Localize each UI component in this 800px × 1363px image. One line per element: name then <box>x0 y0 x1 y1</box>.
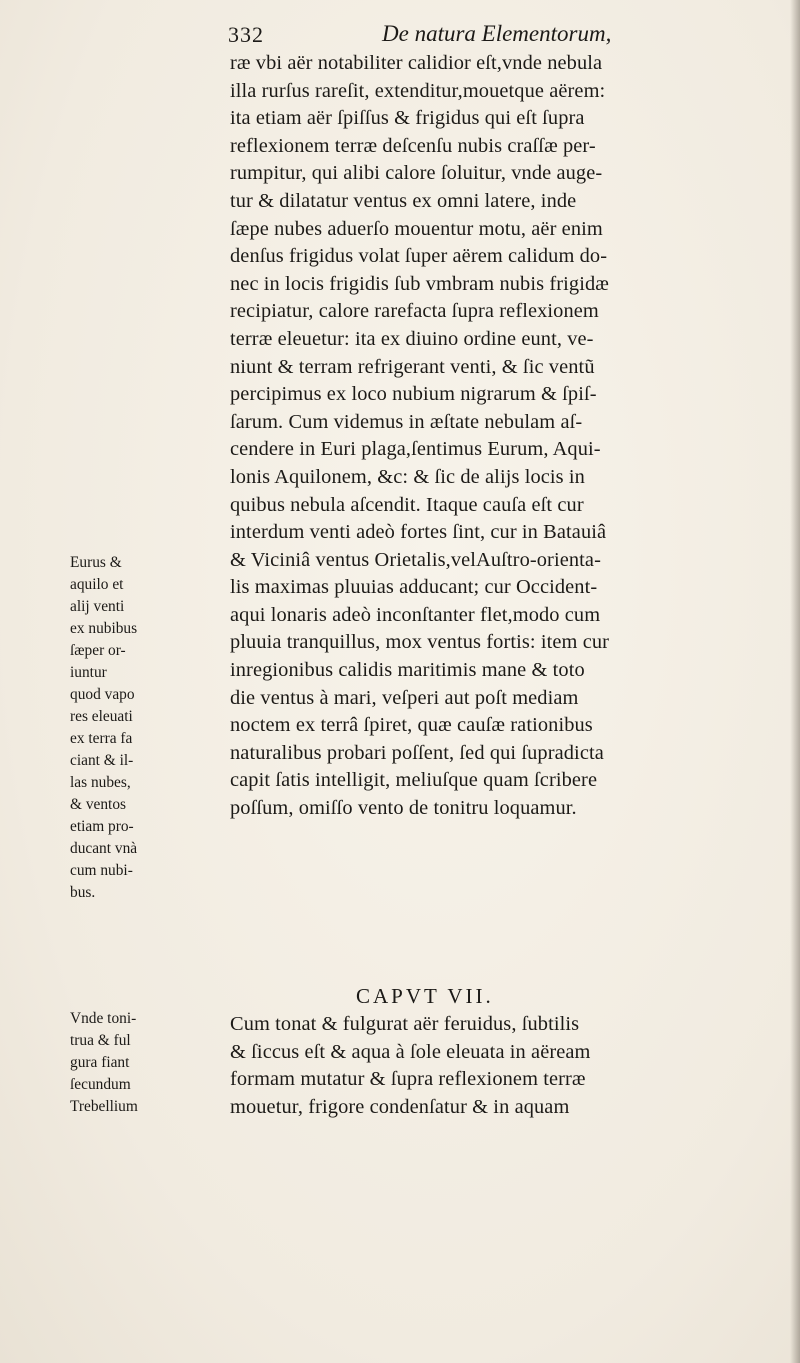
text-line: lonis Aquilonem, &c: & ſic de alijs locis in <box>230 465 585 488</box>
text-line: formam mutatur & ſupra reflexionem terræ <box>230 1068 586 1091</box>
page-header <box>222 18 762 54</box>
text-line: tur & dilatatur ventus ex omni latere, inde <box>230 189 577 212</box>
text-line: die ventus à mari, veſperi aut poſt mediam <box>230 686 579 709</box>
text-line: & Viciniâ ventus Orietalis,velAuſtro-orienta- <box>230 548 601 571</box>
chapter-heading: CAPVT VII. <box>356 984 494 1008</box>
note-line: ducant vnà <box>70 840 138 857</box>
text-line: interdum venti adeò fortes ſint, cur in Batauiâ <box>230 521 607 544</box>
text-line: capit ſatis intelligit, meliuſque quam ſcribere <box>230 769 598 792</box>
note-line: quod vapo <box>70 686 135 703</box>
text-line: recipiatur, calore rarefacta ſupra reflexionem <box>230 300 599 323</box>
note-line: ex terra fa <box>70 730 133 747</box>
note-line: gura fiant <box>70 1054 130 1071</box>
text-line: rumpitur, qui alibi calore ſoluitur, vnde auge- <box>230 162 603 185</box>
text-line: ſæpe nubes aduerſo mouentur motu, aër enim <box>230 217 603 240</box>
note-line: las nubes, <box>70 774 131 791</box>
text-line: inregionibus calidis maritimis mane & toto <box>230 659 585 682</box>
note-line: aquilo et <box>70 576 124 593</box>
text-line: pluuia tranquillus, mox ventus fortis: item cur <box>230 631 610 654</box>
running-title: De natura Elementorum, <box>382 21 612 46</box>
text-line: mouetur, frigore condenſatur & in aquam <box>230 1095 570 1118</box>
page-edge-shadow <box>790 0 800 1363</box>
text-line: aqui lonaris adeò inconſtanter flet,modo cum <box>230 603 601 626</box>
text-line: lis maximas pluuias adducant; cur Occident- <box>230 576 598 599</box>
note-line: res eleuati <box>70 708 133 725</box>
margin-note-winds <box>70 552 220 904</box>
text-line: Cum tonat & fulgurat aër feruidus, ſubtilis <box>230 1013 580 1035</box>
page-number: 332 <box>228 22 264 47</box>
text-line: naturalibus probari poſſent, ſed qui ſupradicta <box>230 741 604 764</box>
note-line: Eurus & <box>70 554 122 571</box>
text-line: denſus frigidus volat ſuper aërem calidum do- <box>230 245 608 268</box>
note-line: iuntur <box>70 664 107 681</box>
text-line: & ſiccus eſt & aqua à ſole eleuata in aëream <box>230 1040 591 1063</box>
text-line: noctem ex terrâ ſpiret, quæ cauſæ rationibus <box>230 714 593 737</box>
note-line: Trebellium <box>70 1098 138 1115</box>
note-line: ſæper or- <box>70 642 126 659</box>
text-line: ſarum. Cum videmus in æſtate nebulam aſ- <box>230 410 583 433</box>
text-line: cendere in Euri plaga,ſentimus Eurum, Aqui- <box>230 438 601 461</box>
note-line: ciant & il- <box>70 752 134 769</box>
text-line: percipimus ex loco nubium nigrarum & ſpiſ- <box>230 383 597 406</box>
note-line: & ventos <box>70 796 127 813</box>
text-line: illa rurſus rareſit, extenditur,mouetque aërem: <box>230 79 606 102</box>
text-line: poſſum, omiſſo vento de tonitru loquamur. <box>230 797 577 820</box>
text-line: terræ eleuetur: ita ex diuino ordine eunt, ve- <box>230 327 594 350</box>
note-line: trua & ful <box>70 1032 131 1049</box>
note-line: Vnde toni- <box>70 1010 137 1027</box>
text-line: nec in locis frigidis ſub vmbram nubis frigidæ <box>230 272 609 295</box>
note-line: bus. <box>70 884 96 901</box>
text-line: ræ vbi aër notabiliter calidior eſt,vnde nebula <box>230 52 603 74</box>
text-line: quibus nebula aſcendit. Itaque cauſa eſt cur <box>230 493 584 516</box>
text-line: niunt & terram refrigerant venti, & ſic ventũ <box>230 355 595 378</box>
note-line: ex nubibus <box>70 620 138 637</box>
text-line: reflexionem terræ deſcenſu nubis craſſæ per- <box>230 134 596 157</box>
text-line: ita etiam aër ſpiſſus & frigidus qui eſt ſupra <box>230 107 585 130</box>
chapter-text-block <box>230 1011 770 1121</box>
note-line: cum nubi- <box>70 862 133 879</box>
note-line: etiam pro- <box>70 818 134 835</box>
margin-note-thunder <box>70 1008 220 1118</box>
note-line: alij venti <box>70 598 125 615</box>
note-line: ſecundum <box>70 1076 131 1093</box>
main-text-block <box>230 50 770 823</box>
